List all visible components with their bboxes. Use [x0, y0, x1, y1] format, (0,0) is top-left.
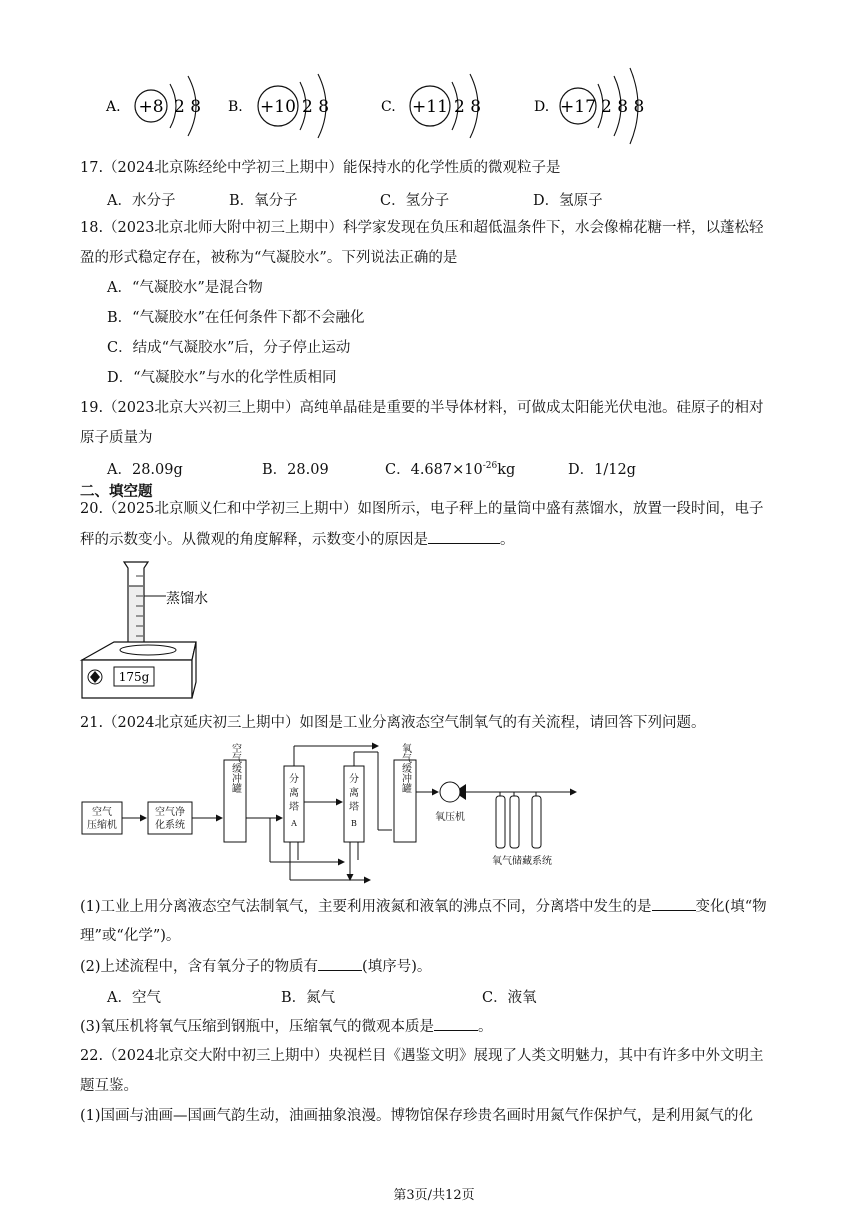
q21-p3-text: (3)氧压机将氧气压缩到钢瓶中，压缩氧气的微观本质是	[80, 1019, 435, 1035]
q19-option-b[interactable]: B．28.09	[262, 462, 329, 478]
flow-storage-2	[510, 796, 519, 848]
flow-tower-a-c3: 塔	[289, 802, 299, 813]
q20-stem-text: 秤的示数变小。从微观的角度解释，示数变小的原因是	[80, 532, 428, 548]
q21-p3	[80, 1016, 493, 1037]
q19-option-c-base: C．4.687×10	[385, 462, 483, 478]
q16-opt-d-shells: 2 8 8	[601, 97, 645, 117]
q18-option-b[interactable]: B．“气凝胶水”在任何条件下都不会融化	[107, 310, 365, 326]
flow-tower-b-c1: 分	[349, 774, 359, 785]
q19-stem-line1: 19.（2023北京大兴初三上期中）高纯单晶硅是重要的半导体材料，可做成太阳能光伏电池。硅原子的相对	[80, 400, 764, 416]
q16-opt-a-shells: 2 8	[174, 97, 202, 117]
q16-opt-b-nucleus: +10	[260, 97, 296, 117]
flow-o2-compressor-label: 氧压机	[435, 812, 465, 823]
q17-option-c[interactable]: C．氢分子	[380, 193, 450, 209]
q21-p2-text: (2)上述流程中，含有氧分子的物质有	[80, 959, 319, 975]
section-title: 二、填空题	[80, 484, 153, 500]
flow-purify-label-1: 空气净	[155, 807, 185, 818]
q16-opt-a-nucleus: +8	[138, 97, 164, 117]
q21-option-a[interactable]: A．空气	[107, 990, 161, 1006]
q21-stem: 21.（2024北京延庆初三上期中）如图是工业分离液态空气制氧气的有关流程，请回答下列问题。	[80, 715, 706, 731]
flow-o2-buffer-label: 氧气缓冲罐	[399, 743, 411, 793]
q16-opt-c-nucleus: +11	[412, 97, 448, 117]
q22-stem-line1: 22.（2024北京交大附中初三上期中）央视栏目《遇鉴文明》展现了人类文明魅力，其中有许多中外文明主	[80, 1048, 764, 1064]
flow-storage-1	[496, 796, 505, 848]
flow-tower-a-c2: 离	[289, 788, 299, 799]
q20-answer-blank[interactable]	[428, 529, 500, 544]
q16-opt-b-letter: B.	[228, 99, 243, 115]
q18-option-c[interactable]: C．结成“气凝胶水”后，分子停止运动	[107, 340, 351, 356]
q16-opt-c-shells: 2 8	[454, 97, 482, 117]
atom-diagram-c	[410, 74, 481, 138]
q21-p1-line2: 理”或“化学”)。	[80, 928, 181, 944]
flow-storage-3	[532, 796, 541, 848]
flow-air-buffer-label: 空气缓冲罐	[229, 743, 241, 793]
q17-options	[0, 189, 868, 209]
q19-stem-line2: 原子质量为	[80, 430, 153, 446]
q18-option-d[interactable]: D．“气凝胶水”与水的化学性质相同	[107, 370, 337, 386]
q18-stem-line2: 盈的形式稳定存在，被称为“气凝胶水”。下列说法正确的是	[80, 250, 458, 266]
q16-opt-d-nucleus: +17	[560, 97, 596, 117]
flow-tower-b-c4: B	[351, 819, 357, 828]
q16-options	[0, 60, 868, 150]
q22-p1: (1)国画与油画—国画气韵生动，油画抽象浪漫。博物馆保存珍贵名画时用氮气作保护气，是利用氮气的化	[80, 1108, 754, 1124]
q21-p2-tail: (填序号)。	[362, 959, 432, 975]
flow-tower-b-c3: 塔	[349, 802, 359, 813]
q21-p2	[80, 956, 431, 977]
q20-stem-line2	[80, 529, 515, 550]
q19-option-c-unit: kg	[497, 462, 516, 478]
q21-p1-tail: 变化(填“物	[695, 899, 767, 915]
flow-tower-a-c1: 分	[289, 774, 299, 785]
q16-opt-b-shells: 2 8	[302, 97, 330, 117]
q17-option-d[interactable]: D．氢原子	[533, 193, 603, 209]
flow-tower-a-c4: A	[291, 819, 297, 828]
q21-option-b[interactable]: B．氮气	[281, 990, 336, 1006]
q16-opt-d-letter: D.	[534, 99, 550, 115]
q21-options	[0, 986, 868, 1006]
atom-diagram-b	[258, 74, 329, 138]
q19-options	[0, 458, 868, 480]
q20-stem-line1: 20.（2025北京顺义仁和中学初三上期中）如图所示，电子秤上的量筒中盛有蒸馏水，放置一段时间，电子	[80, 501, 764, 517]
flow-storage-label: 氧气储藏系统	[492, 856, 552, 867]
flow-o2-compressor	[440, 782, 460, 802]
scale-cylinder-diagram	[78, 558, 238, 706]
q21-option-c[interactable]: C．液氧	[482, 990, 537, 1006]
q17-stem: 17.（2024北京陈经纶中学初三上期中）能保持水的化学性质的微观粒子是	[80, 160, 561, 176]
q20-scale-reading: 175g	[118, 670, 150, 684]
q17-option-b[interactable]: B．氧分子	[229, 193, 298, 209]
q21-p1-blank[interactable]	[652, 896, 696, 911]
atom-diagram-d	[560, 68, 644, 144]
q21-flow-diagram	[78, 740, 598, 890]
oxygen-separation-flowchart	[78, 740, 598, 890]
q16-opt-a-letter: A.	[106, 99, 121, 115]
q20-stem-end: 。	[500, 532, 515, 548]
flow-tower-b-c2: 离	[349, 788, 359, 799]
q18-option-a[interactable]: A．“气凝胶水”是混合物	[107, 280, 263, 296]
q17-option-a[interactable]: A．水分子	[107, 193, 176, 209]
q19-option-c[interactable]	[385, 458, 515, 479]
q21-p1-line1	[80, 896, 767, 917]
flow-purify-label-2: 化系统	[155, 820, 185, 831]
q21-p2-blank[interactable]	[318, 956, 362, 971]
q19-option-c-exponent: -26	[482, 461, 498, 472]
q19-option-d[interactable]: D．1/12g	[568, 462, 636, 478]
atom-diagram-a	[135, 76, 201, 136]
atom-diagrams	[0, 60, 868, 150]
q19-option-a[interactable]: A．28.09g	[107, 462, 183, 478]
q21-p3-blank[interactable]	[434, 1016, 478, 1031]
q20-figure	[78, 558, 238, 706]
page-footer: 第3页/共12页	[393, 1188, 475, 1203]
flow-compressor-label-2: 压缩机	[87, 820, 117, 831]
q16-opt-c-letter: C.	[381, 99, 396, 115]
q20-figure-label: 蒸馏水	[166, 591, 208, 607]
q21-p3-tail: 。	[478, 1019, 493, 1035]
q18-stem-line1: 18.（2023北京北师大附中初三上期中）科学家发现在负压和超低温条件下，水会像棉花糖一样，以蓬松轻	[80, 220, 764, 236]
q21-p1-text: (1)工业上用分离液态空气法制氧气，主要利用液氮和液氧的沸点不同，分离塔中发生的是	[80, 899, 652, 915]
q22-stem-line2: 题互鉴。	[80, 1078, 138, 1094]
flow-compressor-label-1: 空气	[92, 807, 112, 818]
